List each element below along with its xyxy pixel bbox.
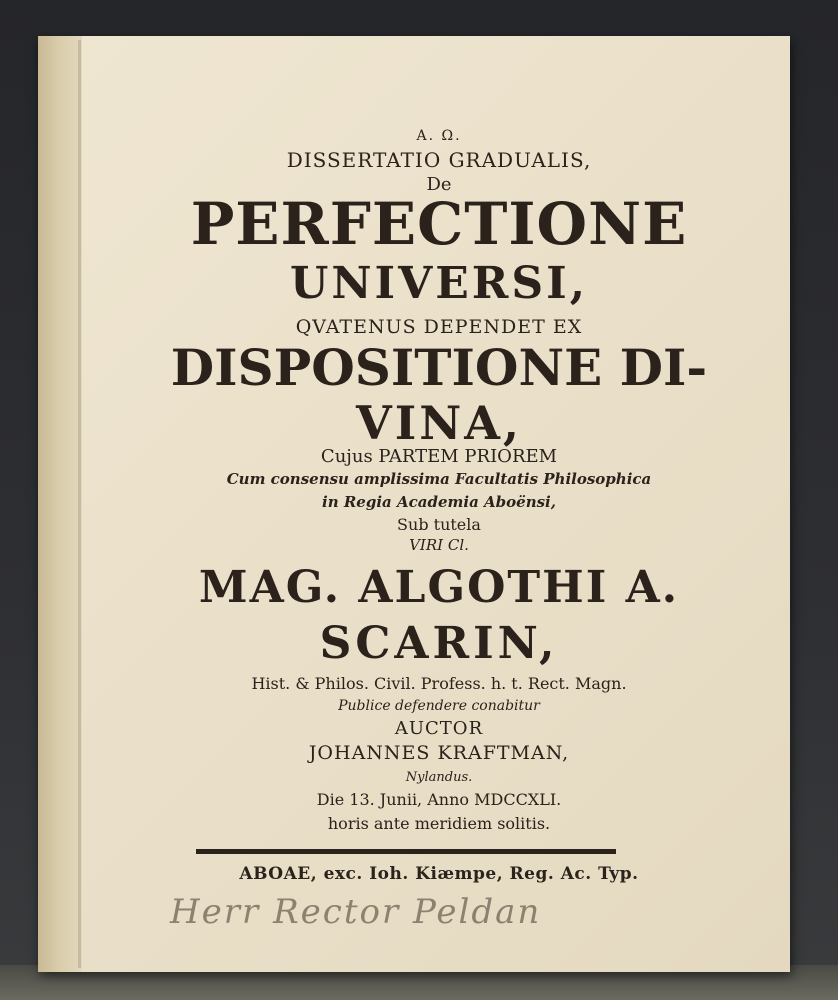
defense-date: Die 13. Junii, Anno MDCCXLI. <box>316 790 562 809</box>
spine-shadow <box>78 40 81 968</box>
author-name: JOHANNES KRAFTMAN, <box>308 742 570 764</box>
consent-line: Cum consensu amplissima Facultatis Philosophica <box>226 470 652 488</box>
presider-name-line1: MAG. ALGOTHI A. <box>198 562 680 613</box>
title-universi: UNIVERSI, <box>289 258 589 309</box>
title-vina: VINA, <box>356 396 522 450</box>
dissertation-label: DISSERTATIO GRADUALIS, <box>286 148 592 172</box>
handwritten-inscription: Herr Rector Peldan <box>170 892 542 932</box>
page-spine-edge <box>38 36 82 972</box>
de-line: De <box>426 174 452 195</box>
publice-line: Publice defendere conabitur <box>338 698 540 714</box>
cujus-line: Cujus PARTEM PRIOREM <box>320 446 558 467</box>
greek-mark: A. Ω. <box>416 128 462 144</box>
imprint-line: ABOAE, exc. Ioh. Kiæmpe, Reg. Ac. Typ. <box>239 864 639 884</box>
presider-name-line2: SCARIN, <box>319 618 559 669</box>
defense-hours: horis ante meridiem solitis. <box>327 814 551 833</box>
presider-titles: Hist. & Philos. Civil. Profess. h. t. Rect. Magn. <box>251 674 627 693</box>
author-nation: Nylandus. <box>405 770 473 785</box>
divider-rule <box>196 849 616 854</box>
title-perfectione: PERFECTIONE <box>190 190 688 258</box>
title-qualifier: QVATENUS DEPENDET EX <box>295 316 583 338</box>
auctor-label: AUCTOR <box>394 718 484 739</box>
sub-tutela-line: Sub tutela <box>397 515 481 534</box>
title-dispositione: DISPOSITIONE DI- <box>170 338 708 397</box>
academy-line: in Regia Academia Aboënsi, <box>322 493 556 511</box>
viri-line: VIRI Cl. <box>409 536 469 554</box>
